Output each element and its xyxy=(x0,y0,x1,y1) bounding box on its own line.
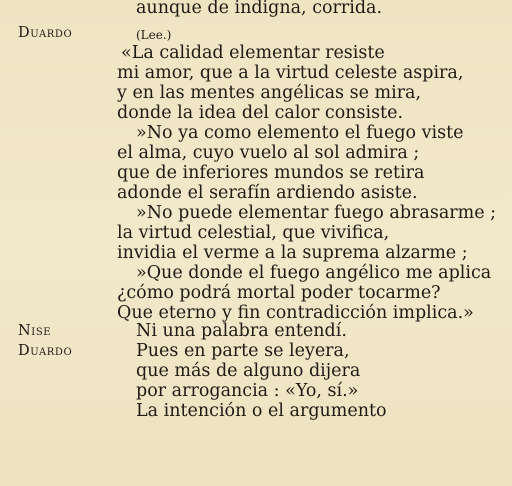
verse-line: «La calidad elementar resiste xyxy=(121,43,385,63)
verse-line: el alma, cuyo vuelo al sol admira ; xyxy=(117,143,420,163)
verse-line: Ni una palabra entendí. xyxy=(136,321,347,341)
speaker-name: Duardo xyxy=(18,343,73,359)
verse-line: por arrogancia : «Yo, sí.» xyxy=(136,381,359,401)
verse-line: ¿cómo podrá mortal poder tocarme? xyxy=(117,283,441,303)
verse-line: la virtud celestial, que vivifica, xyxy=(117,223,390,243)
verse-line: Que eterno y fin contradicción implica.» xyxy=(117,303,474,323)
verse-line: Pues en parte se leyera, xyxy=(136,341,350,361)
verse-line: que más de alguno dijera xyxy=(136,361,361,381)
verse-line: mi amor, que a la virtud celeste aspira, xyxy=(117,63,464,83)
verse-line: aunque de indigna, corrida. xyxy=(136,0,383,18)
speaker-name: Nise xyxy=(18,323,52,339)
verse-line: y en las mentes angélicas se mira, xyxy=(117,83,422,103)
stage-direction: (Lee.) xyxy=(136,28,172,42)
verse-line: »Que donde el fuego angélico me aplica xyxy=(136,263,492,283)
verse-line: donde la idea del calor consiste. xyxy=(117,103,404,123)
verse-line: La intención o el argumento xyxy=(136,401,387,421)
verse-line: »No ya como elemento el fuego viste xyxy=(136,123,464,143)
speaker-name: Duardo xyxy=(18,25,73,41)
verse-line: »No puede elementar fuego abrasarme ; xyxy=(136,203,497,223)
verse-line: invidia el verme a la suprema alzarme ; xyxy=(117,243,468,263)
verse-line: que de inferiores mundos se retira xyxy=(117,163,425,183)
verse-line: adonde el serafín ardiendo asiste. xyxy=(117,183,418,203)
